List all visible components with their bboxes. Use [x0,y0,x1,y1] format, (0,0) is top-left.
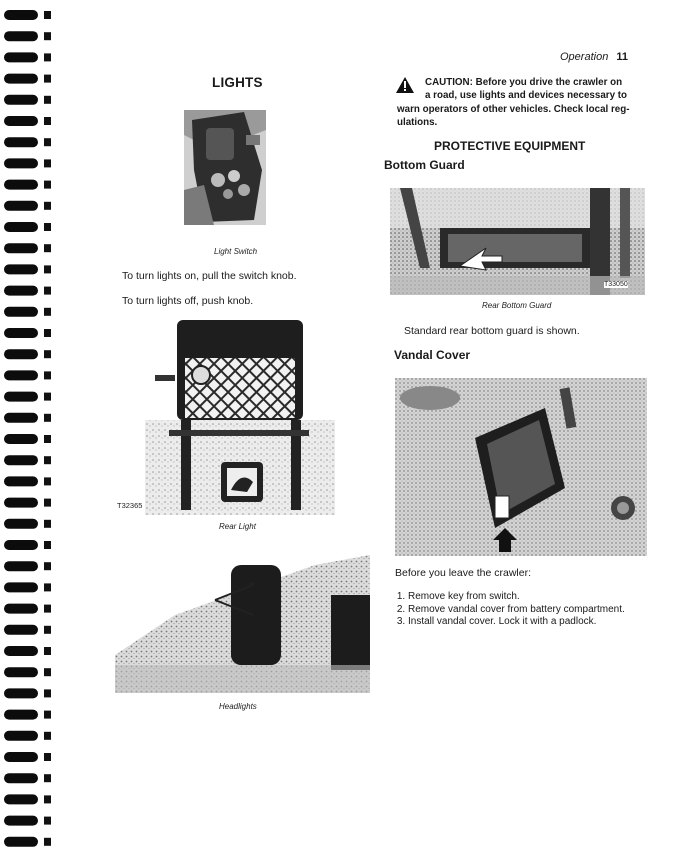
binding-coil [4,286,38,296]
binding-coil [4,561,38,571]
rear-light-caption: Rear Light [219,522,256,531]
caution-line-3: warn operators of other vehicles. Check local reg- [397,103,630,115]
binding-coil [4,816,38,826]
binding-coil [4,31,38,41]
binding-hole [44,817,51,825]
binding-hole [44,732,51,740]
binding-hole [44,287,51,295]
binding-coil [4,307,38,317]
caution-line-1: Before you drive the crawler on [475,77,623,88]
headlights-photo [115,545,370,693]
caution-block [397,76,647,129]
binding-coil [4,264,38,274]
bottom-guard-text: Standard rear bottom guard is shown. [404,325,580,337]
binding-hole [44,562,51,570]
vandal-cover-photo [395,378,647,556]
binding-coil [4,582,38,592]
lights-heading: LIGHTS [212,75,263,90]
binding-hole [44,435,51,443]
binding-coil [4,455,38,465]
vandal-cover-heading: Vandal Cover [394,348,471,362]
binding-hole [44,11,51,19]
binding-hole [44,689,51,697]
instruction-lights-off: To turn lights off, push knob. [122,295,254,307]
binding-coil [4,498,38,508]
binding-hole [44,499,51,507]
binding-hole [44,117,51,125]
list-item: 3. Install vandal cover. Lock it with a padlock. [408,616,625,629]
binding-coil [4,52,38,62]
binding-coil [4,328,38,338]
binding-hole [44,711,51,719]
binding-hole [44,626,51,634]
binding-hole [44,159,51,167]
page-header [560,51,628,63]
bottom-guard-figure-code: T33050 [604,281,628,288]
binding-hole [44,647,51,655]
vandal-cover-intro: Before you leave the crawler: [395,567,531,579]
binding-coil [4,10,38,20]
binding-coil [4,201,38,211]
binding-hole [44,583,51,591]
binding-coil [4,604,38,614]
instruction-lights-on: To turn lights on, pull the switch knob. [122,270,297,282]
binding-hole [44,32,51,40]
binding-hole [44,53,51,61]
binding-hole [44,477,51,485]
binding-coil [4,540,38,550]
binding-hole [44,181,51,189]
binding-coil [4,413,38,423]
binding-hole [44,202,51,210]
binding-hole [44,774,51,782]
binding-coil [4,794,38,804]
binding-coil [4,625,38,635]
binding-coil [4,137,38,147]
caution-line-2: a road, use lights and devices necessary to [425,90,628,102]
rear-light-figure-code: T32365 [117,501,143,510]
vandal-cover-steps [388,591,625,629]
protective-equipment-heading: PROTECTIVE EQUIPMENT [434,139,586,153]
binding-hole [44,456,51,464]
binding-hole [44,520,51,528]
binding-coil [4,95,38,105]
binding-hole [44,329,51,337]
caution-line-4: ulations. [397,116,438,128]
binding-hole [44,138,51,146]
binding-hole [44,795,51,803]
binding-hole [44,605,51,613]
binding-coil [4,370,38,380]
binding-hole [44,244,51,252]
binding-coil [4,837,38,847]
list-item: 1. Remove key from switch. [408,591,625,604]
binding-coil [4,74,38,84]
binding-coil [4,349,38,359]
binding-coil [4,731,38,741]
spiral-binding [0,0,60,855]
caution-label: CAUTION: [425,77,473,88]
binding-coil [4,476,38,486]
binding-coil [4,222,38,232]
list-item: 2. Remove vandal cover from battery compartment. [408,604,625,617]
section-name: Operation [560,51,609,63]
bottom-guard-heading: Bottom Guard [384,158,465,172]
binding-coil [4,158,38,168]
binding-hole [44,265,51,273]
binding-coil [4,116,38,126]
binding-coil [4,667,38,677]
binding-hole [44,393,51,401]
rear-light-photo [115,320,365,515]
binding-hole [44,838,51,846]
binding-coil [4,519,38,529]
binding-coil [4,646,38,656]
binding-coil [4,688,38,698]
binding-hole [44,223,51,231]
binding-hole [44,75,51,83]
binding-coil [4,773,38,783]
binding-hole [44,414,51,422]
light-switch-photo [184,110,266,225]
binding-hole [44,371,51,379]
binding-coil [4,752,38,762]
binding-hole [44,753,51,761]
binding-hole [44,350,51,358]
headlights-caption: Headlights [219,702,257,711]
binding-coil [4,710,38,720]
binding-hole [44,96,51,104]
binding-hole [44,541,51,549]
page-number: 11 [616,51,628,63]
binding-coil [4,434,38,444]
binding-coil [4,180,38,190]
binding-hole [44,668,51,676]
binding-hole [44,308,51,316]
binding-coil [4,392,38,402]
binding-coil [4,243,38,253]
light-switch-caption: Light Switch [214,247,258,256]
rear-bottom-guard-caption: Rear Bottom Guard [482,301,552,310]
rear-bottom-guard-photo [390,188,645,295]
